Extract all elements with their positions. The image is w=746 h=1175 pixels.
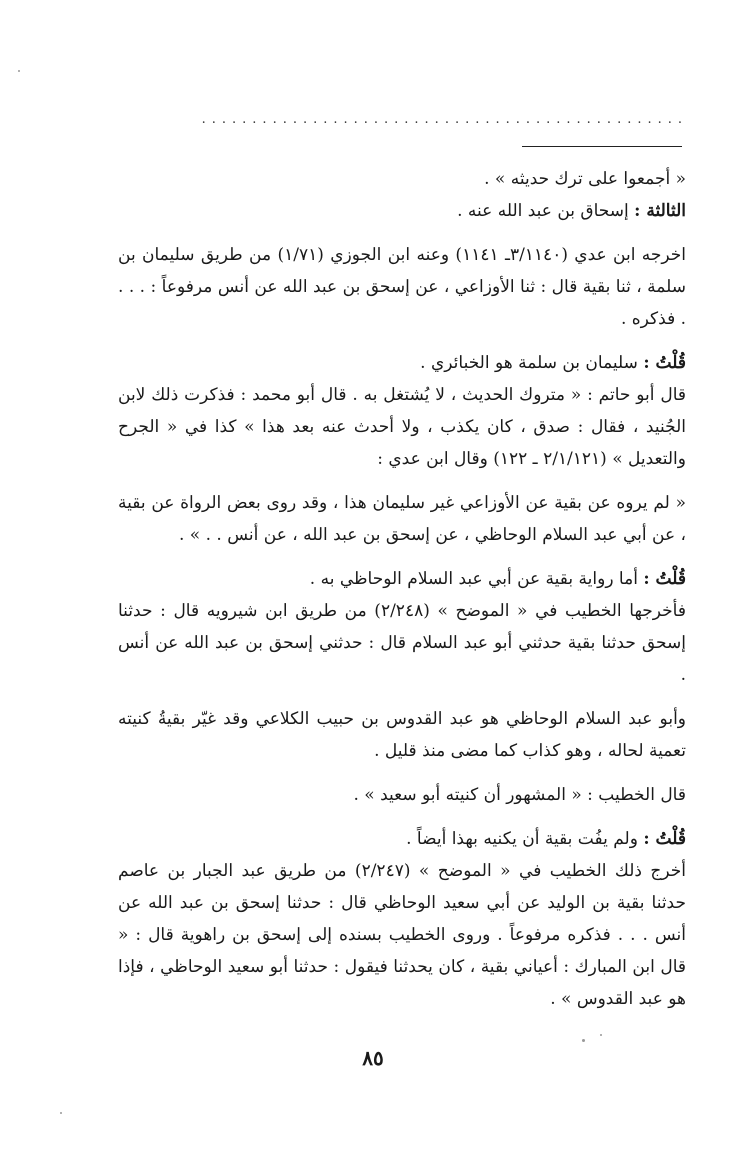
- scan-speck: [582, 1039, 585, 1042]
- paragraph-4: قُلْتُ : سليمان بن سلمة هو الخبائري .: [420, 353, 686, 373]
- paragraph-8: فأخرجها الخطيب في « الموضح » (٢/٢٤٨) من طريق ابن شيرويه قال : حدثنا إسحق حدثنا بقية حدثني أبو عبد السلام قال : حدثني إسحق بن عبد الله عن أنس .: [118, 601, 687, 685]
- paragraph-10: قال الخطيب : « المشهور أن كنيته أبو سعيد » .: [353, 785, 686, 805]
- paragraph-9: وأبو عبد السلام الوحاظي هو عبد القدوس بن حبيب الكلاعي وقد غيّر بقيةُ كنيته تعمية لحاله ، وهو كذاب كما مضى منذ قليل .: [118, 709, 687, 761]
- qultu-lead: قُلْتُ :: [643, 829, 686, 849]
- paragraph-12: أخرج ذلك الخطيب في « الموضح » (٢/٢٤٧) من طريق عبد الجبار بن عاصم حدثنا بقية بن الوليد عن أبي سعيد الوحاظي قال : حدثنا إسحق بن عبد الله عن أنس . . . فذكره مرفوعاً . وروى الخطيب بسنده إلى إسحق بن راهوية قال : « قال ابن المبارك : أعياني بقية ، كان يحدثنا فيقول : حدثنا أبو سعيد الوحاظي ، فإذا هو عبد القدوس » .: [118, 861, 687, 1009]
- scan-speck: [600, 1034, 602, 1036]
- page-body: [118, 163, 686, 1015]
- separator-rule: [522, 146, 682, 147]
- footnote-separator-dots: ................................................: [201, 112, 688, 127]
- paragraph-5: قال أبو حاتم : « متروك الحديث ، لا يُشتغل به . قال أبو محمد : فذكرت ذلك لابن الجُنيد ، فقال : صدق ، كان يكذب ، ولا أحدث عنه بعد هذا » كذا في « الجرح والتعديل » (٢/١/١٢١ ـ ١٢٢) وقال ابن عدي :: [118, 385, 687, 469]
- section-heading: الثالثة :: [634, 201, 686, 221]
- paragraph-3: اخرجه ابن عدي (٣/١١٤٠ـ ١١٤١) وعنه ابن الجوزي (١/٧١) من طريق سليمان بن سلمة ، ثنا بقية قال : ثنا الأوزاعي ، عن إسحق بن عبد الله عن أنس مرفوعاً : . . . . فذكره .: [118, 245, 687, 329]
- page-number: ٨٥: [362, 1046, 384, 1070]
- paragraph-1: « أجمعوا على ترك حديثه » .: [484, 169, 686, 189]
- qultu-lead: قُلْتُ :: [643, 569, 686, 589]
- paragraph-11: قُلْتُ : ولم يفُت بقية أن يكنيه بهذا أيضاً .: [406, 829, 686, 849]
- paragraph-6: « لم يروه عن بقية عن الأوزاعي غير سليمان هذا ، وقد روى بعض الرواة عن بقية ، عن أبي عبد السلام الوحاظي ، عن إسحق بن عبد الله ، عن أنس . . » .: [118, 493, 686, 545]
- paragraph-2: الثالثة : إسحاق بن عبد الله عنه .: [457, 201, 686, 221]
- scan-speck: [18, 70, 20, 72]
- qultu-lead: قُلْتُ :: [643, 353, 686, 373]
- paragraph-7: قُلْتُ : أما رواية بقية عن أبي عبد السلام الوحاظي به .: [309, 569, 686, 589]
- scan-speck: [60, 1112, 62, 1114]
